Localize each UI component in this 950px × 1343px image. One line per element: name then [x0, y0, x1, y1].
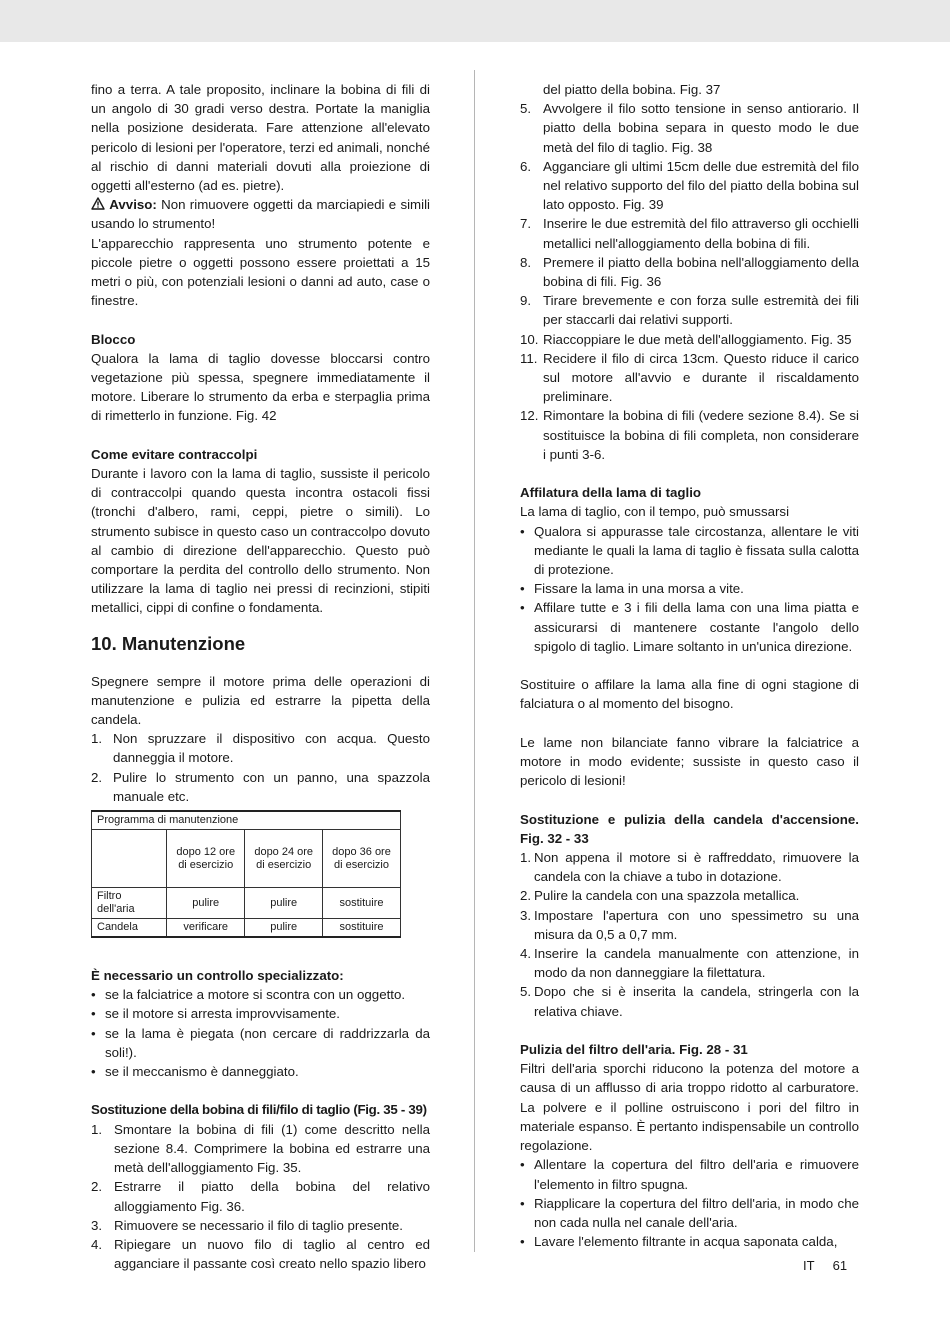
list-item: 2. Pulire lo strumento con un panno, una spazzola manuale etc.	[91, 769, 430, 804]
list-item: • Affilare tutte e 3 i fili della lama con una lima piatta e assicurarsi di mantenere costante l'angolo dello spigolo di taglio. Limare soltanto in un'unica direzione.	[520, 600, 859, 654]
paragraph: La lama di taglio, con il tempo, può smussarsi	[520, 504, 790, 520]
paragraph: Filtri dell'aria sporchi riducono la potenza del motore a causa di un afflusso di aria troppo ridotto al carburatore. La polvere e il polline ostruiscono i pori del filtro in materiale espanso. È pertanto indispensabile un controllo regolazione.	[520, 1061, 859, 1154]
right-column	[520, 80, 859, 1251]
list-item: • se la lama è piegata (non cercare di raddrizzarla da soli!).	[91, 1025, 430, 1060]
list-item: 2. Estrarre il piatto della bobina del relativo alloggiamento Fig. 36.	[91, 1179, 430, 1214]
list-item: 5. Dopo che si è inserita la candela, stringerla con la relativa chiave.	[520, 984, 859, 1019]
list-item: 1. Non appena il motore si è raffreddato, rimuovere la candela con la chiave a tubo in dotazione.	[520, 850, 859, 885]
paragraph: Durante i lavoro con la lama di taglio, sussiste il pericolo di contraccolpi quando questa incontra ostacoli fissi (tronchi d'albero, rami, ceppi, pietre o simili). Lo strumento subisce in questo caso un contraccolpo dovuto al cambio di direzione dell'apparecchio. Questo può comportare la perdita del controllo dello strumento. Non utilizzare la lama di taglio nei pressi di recinzioni, stipiti metallici, cippi di confine o fondamenta.	[91, 466, 430, 616]
list-item: 1. Smontare la bobina di fili (1) come descritto nella sezione 8.4. Comprimere la bobina ed estrarre una metà dell'alloggiamento Fig. 35.	[91, 1121, 430, 1176]
list-item: 4. Inserire la candela manualmente con attenzione, in modo da non danneggiare la filettatura.	[520, 946, 859, 981]
table-header: dopo 24 ore di esercizio	[245, 830, 323, 888]
table-row: Filtro dell'aria pulire pulire sostituire	[92, 888, 401, 919]
filtro-list	[520, 1155, 859, 1251]
heading-candela: Sostituzione e pulizia della candela d'accensione. Fig. 32 - 33	[520, 811, 859, 846]
list-item: 3. Impostare l'apertura con uno spessimetro su una misura da 0,5 a 0,7 mm.	[520, 907, 859, 942]
list-item: 1. Non spruzzare il dispositivo con acqua. Questo danneggia il motore.	[91, 731, 430, 766]
list-item: • Fissare la lama in una morsa a vite.	[520, 581, 744, 597]
list-item: • se il motore si arresta improvvisamente.	[91, 1006, 340, 1022]
language-code: IT	[803, 1258, 815, 1273]
paragraph: Sostituire o affilare la lama alla fine di ogni stagione di falciatura o al momento del bisogno.	[520, 677, 859, 712]
list-item: • Lavare l'elemento filtrante in acqua saponata calda,	[520, 1234, 838, 1250]
bobina-list	[91, 1120, 430, 1274]
list-item: • Qualora si appurasse tale circostanza, allentare le viti mediante le quali la lama di taglio è fissata sulla calotta di protezione.	[520, 523, 859, 578]
column-divider	[474, 70, 475, 1252]
list-item: 4. Ripiegare un nuovo filo di taglio al centro ed agganciare il passante così creato nello spazio libero	[91, 1236, 430, 1272]
list-item: 11. Recidere il filo di circa 13cm. Questo riduce il carico sul motore all'avvio e durante il riscaldamento preliminare.	[520, 350, 859, 405]
paragraph: del piatto della bobina. Fig. 37	[543, 82, 721, 97]
list-item: • Riapplicare la copertura del filtro dell'aria, in modo che non cada nulla nel canale dell'aria.	[520, 1195, 859, 1230]
list-item: 12. Rimontare la bobina di fili (vedere sezione 8.4). Se si sostituisce la bobina di fili completa, non considerare i punti 3-6.	[520, 408, 859, 462]
paragraph: fino a terra. A tale proposito, inclinare la bobina di fili di un angolo di 30 gradi verso destra. Portate la maniglia nella posizione desiderata. Fare attenzione all'elevato pericolo di lesioni per l'operatore, terzi ed animali, nonché al rischio di danni materiali dovuti alla proiezione di oggetti all'esterno (ad es. pietre).	[91, 82, 430, 194]
list-item: 6. Agganciare gli ultimi 15cm delle due estremità del filo nel relativo supporto del filo del piatto della bobina sul lato opposto. Fig. 39	[520, 158, 859, 213]
spec-list	[91, 985, 430, 1081]
heading-contraccolpi: Come evitare contraccolpi	[91, 446, 258, 462]
list-item: • se il meccanismo è danneggiato.	[91, 1064, 299, 1080]
list-item: 3. Rimuovere se necessario il filo di taglio presente.	[91, 1217, 403, 1233]
warning-label: Avviso:	[109, 197, 157, 213]
heading-filtro: Pulizia del filtro dell'aria. Fig. 28 - 31	[520, 1042, 748, 1058]
heading-controllo: È necessario un controllo specializzato:	[91, 968, 344, 984]
list-item: 8. Premere il piatto della bobina nell'alloggiamento della bobina di fili. Fig. 36	[520, 254, 859, 290]
warning	[91, 195, 430, 233]
candela-list	[520, 848, 859, 1021]
list-item: 9. Tirare brevemente e con forza sulle estremità dei fili per staccarli dai relativi supporti.	[520, 293, 859, 328]
warning-text: Non rimuovere oggetti da marciapiedi e simili usando lo strumento!	[91, 197, 430, 232]
top-bar	[0, 0, 950, 42]
affilatura-list	[520, 522, 859, 656]
manut-list	[91, 729, 430, 806]
paragraph: Le lame non bilanciate fanno vibrare la falciatrice a motore in modo evidente; sussiste in questo caso il pericolo di lesioni!	[520, 734, 859, 789]
list-item: 5. Avvolgere il filo sotto tensione in senso antiorario. Il piatto della bobina separa in questo modo le due metà del filo di taglio. Fig. 38	[520, 101, 859, 155]
warning-icon	[91, 197, 105, 210]
section-title: 10. Manutenzione	[91, 632, 246, 654]
page-footer	[803, 1258, 847, 1273]
page-number: 61	[832, 1258, 848, 1273]
list-item: • se la falciatrice a motore si scontra con un oggetto.	[91, 987, 406, 1003]
maintenance-table	[91, 810, 401, 938]
list-item: • Allentare la copertura del filtro dell'aria e rimuovere l'elemento in filtro spugna.	[520, 1157, 859, 1192]
table-row: Candela verificare pulire sostituire	[92, 919, 401, 938]
bobina-list-cont	[520, 99, 859, 464]
list-item: 7. Inserire le due estremità del filo attraverso gli occhielli metallici nell'alloggiamento della bobina di fili.	[520, 216, 859, 251]
heading-blocco: Blocco	[91, 331, 136, 347]
table-title: Programma di manutenzione	[92, 811, 401, 830]
table-header: dopo 36 ore di esercizio	[322, 830, 400, 888]
heading-bobina: Sostituzione della bobina di fili/filo di taglio (Fig. 35 - 39)	[91, 1102, 427, 1118]
left-column	[91, 80, 430, 1273]
paragraph: Qualora la lama di taglio dovesse bloccarsi contro vegetazione più spessa, spegnere immediatamente il motore. Liberare lo strumento da erba e sterpaglia prima di rimetterlo in funzione. Fig. 42	[91, 350, 430, 424]
list-item: 2. Pulire la candela con una spazzola metallica.	[520, 888, 800, 904]
paragraph: L'apparecchio rappresenta uno strumento potente e piccole pietre o oggetti possono essere proiettati a 15 metri o più, con potenziali lesioni o danni ad auto, case o finestre.	[91, 235, 430, 309]
table-header: dopo 12 ore di esercizio	[167, 830, 245, 888]
list-item: 10. Riaccoppiare le due metà dell'alloggiamento. Fig. 35	[520, 331, 852, 347]
paragraph: Spegnere sempre il motore prima delle operazioni di manutenzione e pulizia ed estrarre la pipetta della candela.	[91, 673, 430, 728]
heading-affilatura: Affilatura della lama di taglio	[520, 485, 702, 501]
